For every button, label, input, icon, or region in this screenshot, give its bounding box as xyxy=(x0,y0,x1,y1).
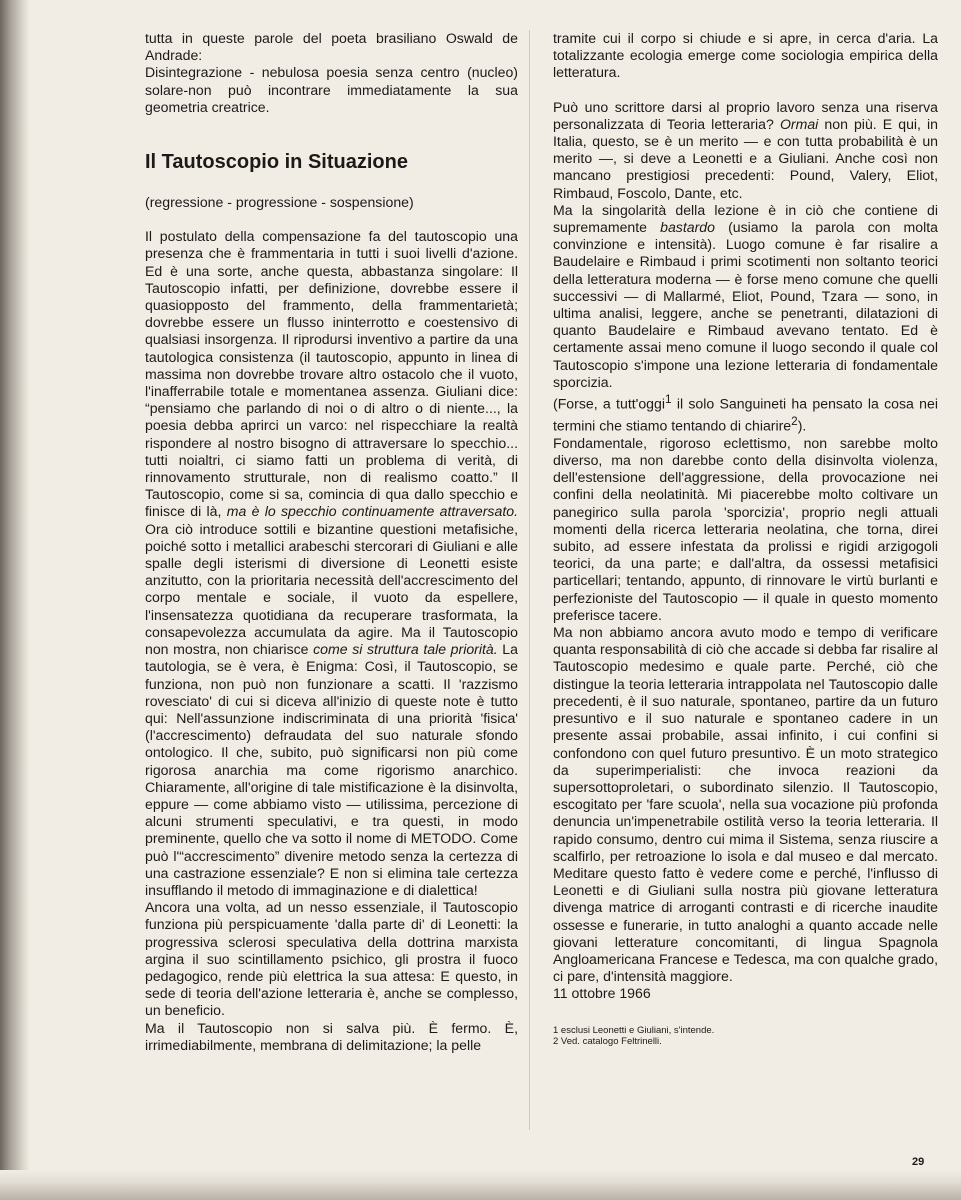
paragraph-right-4: Fondamentale, rigoroso eclettismo, non sarebbe molto diverso, ma non darebbe conto della disinvolta violenza, dell'estensione dell'aggressione, della provocazione nei confini della neolatinità. Mi piacerebbe molto coltivare un panegirico sulla parola 'sporcizia', proprio negli attuali momenti della ricerca letteraria neolatina, che torna, direi subito, ad essere infestata da prolissi e rigidi arzigogoli teorici, da una parte; e dall'altra, da ossessi metafisici particellari; tentando, appunto, di rinnovare le virtù burlanti e perfezioniste del Tautoscopio — il quale in questo momento preferisce tacere. xyxy=(553,434,938,623)
footnote-ref-2: 2 xyxy=(791,414,798,428)
text-run: il solo Sanguineti ha pensato la cosa nei termini che stiamo tentando di chiarire xyxy=(553,395,938,434)
footnote-2: 2 Ved. catalogo Feltrinelli. xyxy=(553,1036,662,1048)
text-run: (Forse, a tutt'oggi xyxy=(553,395,665,412)
paragraph-right-3 xyxy=(553,391,938,435)
page-binding-shadow xyxy=(0,0,30,1200)
section-subtitle: (regressione - progressione - sospensione) xyxy=(145,194,414,211)
paragraph-left-2: Ancora una volta, ad un nesso essenziale, il Tautoscopio funziona più perspicuamente 'dalla parte di' di Leonetti: la progressiva sclerosi speculativa della dottrina marxista argina il suo scintillamento psichico, gli prostra il fuoco pedagogico, rende più elettrica la sua attesa: E questo, in sede di teoria dell'azione letteraria è, anche se complesso, un beneficio. xyxy=(145,899,518,1019)
page-number: 29 xyxy=(912,1156,925,1168)
intro-line-2: Disintegrazione - nebulosa poesia senza centro (nucleo) solare-non può incontrare immediatamente la sua geometria creatrice. xyxy=(145,64,518,115)
paragraph-right-5: Ma non abbiamo ancora avuto modo e tempo di verificare quanta responsabilità di ciò che accade si debba far risalire al Tautoscopio medesimo e quale parte. Perché, ciò che distingue la teoria letteraria intrappolata nel Tautoscopio dalle precedenti, è il suo naturale, spontaneo, partire da un futuro presuntivo e il suo naturale e spontaneo cadere in un presente assai probabile, assai infinito, i cui confini si confondono con quel futuro presuntivo. È un moto strategico da superimperialisti: che invoca reazioni da supersottoproletari, o subordinato silenzio. Il Tautoscopio, escogitato per 'fare scuola', nella sua vocazione più profonda denuncia un'impenetrabile ostilità verso la teoria letteraria. Il rapido consumo, dentro cui mima il Sistema, senza riuscire a scalfirlo, per retroazione lo isola e dal museo e dal mercato. Meditare questo fatto è vedere come e perché, l'influsso di Leonetti e di Giuliani sulla nostra più giovane letteratura divenga matrice di arroganti contrasti e di ricerche inaudite ossesse e funerarie, in tutto analoghi a quanto accade nelle giovani letterature concomitanti, di lingua Spagnola Angloamericana Francese e Tedesca, ma con qualche grado, ci pare, d'intensità maggiore. xyxy=(553,624,938,985)
text-run: (usiamo la parola con molta convinzione e intensità). Luogo comune è far risalire a Baudelaire e Rimbaud i primi scotimenti non soltanto teorici della letteratura moderna — è forse meno comune che quelli successivi — di Mallarmé, Eliot, Pound, Tzara — sono, in ultima analisi, leggere, anche se penetranti, dilatazioni di quanto Baudelaire e Rimbaud avevano tentato. Ed è certamente assai meno comune il luogo secondo il quale col Tautoscopio s'impone una lezione letteraria di fondamentale sporcizia. xyxy=(553,219,938,390)
intro-line-1: tutta in queste parole del poeta brasiliano Oswald de Andrade: xyxy=(145,30,518,64)
paragraph-right-1 xyxy=(553,99,938,202)
left-column xyxy=(145,30,518,1054)
right-column xyxy=(553,30,938,1048)
section-heading: Il Tautoscopio in Situazione xyxy=(145,151,408,174)
paragraph-right-2 xyxy=(553,202,938,391)
column-divider xyxy=(529,30,530,1130)
text-run: Ma la singolarità della lezione è in ciò che contiene di supremamente xyxy=(553,201,938,236)
text-run: Può uno scrittore darsi al proprio lavoro senza una riserva personalizzata di Teoria letteraria? xyxy=(553,98,938,132)
footnote-1: 1 esclusi Leonetti e Giuliani, s'intende. xyxy=(553,1024,715,1036)
emphasis-run: bastardo xyxy=(660,219,715,236)
emphasis-run: ma è lo specchio continuamente attraversato. xyxy=(226,503,518,520)
text-run: non più. E qui, in Italia, questo, se è un merito — e con tutta probabilità è un merito —, si deve a Leonetti e a Giuliani. Anche così non mancano prestigiosi precedenti: Pound, Valery, Eliot, Rimbaud, Foscolo, Dante, etc. xyxy=(553,115,938,201)
paragraph-left-3: Ma il Tautoscopio non si salva più. È fermo. È, irrimediabilmente, membrana di delimitazione; la pelle xyxy=(145,1019,518,1053)
text-run: Ora ciò introduce sottili e bizantine questioni metafisiche, poiché sotto i metallici arabeschi stercorari di Giuliani e alle spalle degli isterismi di diversione di Leonetti esiste anzitutto, con la prioritaria necessità dell'accrescimento del corpo mentale e sociale, il vuoto da espellere, l'insensatezza quotidiana da recuperare trasformata, la consapevolezza accumulata da agire. Ma il Tautoscopio non mostra, non chiarisce xyxy=(145,520,518,658)
emphasis-run: come si struttura tale priorità. xyxy=(313,641,498,658)
text-run: La tautologia, se è vera, è Enigma: Così, il Tautoscopio, se funziona, non può non funzionare a scatti. Il 'razzismo rovesciato' di cui si diceva all'inizio di queste note è tutto qui: Nell'assunzione indiscriminata di una priorità 'fisica' (l'accrescimento) defraudata del suo naturale sfondo ontologico. Il che, subito, può significarsi non più come rigorosa anarchia ma come rigorismo anarchico. Chiaramente, all'origine di tale mistificazione è la disinvolta, eppure — come abbiamo visto — utilissima, percezione di alcuni strumenti speculativi, e tra questi, in modo preminente, quello che va sotto il nome di METODO. Come può l'“accrescimento” divenire metodo senza la certezza di una castrazione essenziale? E non si elimina tale certezza insufflando il metodo di immaginazione e di dialettica! xyxy=(145,641,518,898)
text-run: ). xyxy=(797,417,807,434)
page-bottom-edge xyxy=(0,1170,961,1200)
paragraph-right-0: tramite cui il corpo si chiude e si apre, in cerca d'aria. La totalizzante ecologia emerge come sociologia empirica della letteratura. xyxy=(553,30,938,81)
footnotes xyxy=(553,1025,938,1048)
text-run: Il postulato della compensazione fa del tautoscopio una presenza che è frammentaria in tutti i suoi livelli d'azione. Ed è una sorte, anche questa, abbastanza singolare: Il Tautoscopio infatti, per definizione, dovrebbe essere il quasiopposto del frammento, della frammentarietà; dovrebbe essere un flusso ininterrotto e coestensivo di qualsiasi insorgenza. Il riprodursi inventivo a partire da una tautologica consistenza (il tautoscopio, appunto in linea di massima non dovrebbe trovare altro ostacolo che il vuoto, l'inafferrabile totale e momentanea assenza. Giuliani dice: “pensiamo che parlando di noi o di altro o di niente..., la poesia debba aprirci un varco: nel rispecchiare la realtà rispondere al nostro bisogno di attraversare lo specchio... tutti noialtri, ci siamo fatti un problema di verità, di rinnovamento strutturale, non di realismo coatto.” Il Tautoscopio, come si sa, comincia di qua dallo specchio e finisce di là, xyxy=(145,228,518,520)
footnote-ref-1: 1 xyxy=(664,393,672,407)
emphasis-run: Ormai xyxy=(779,115,819,132)
article-date: 11 ottobre 1966 xyxy=(553,985,651,1002)
paragraph-left-1 xyxy=(145,228,518,899)
